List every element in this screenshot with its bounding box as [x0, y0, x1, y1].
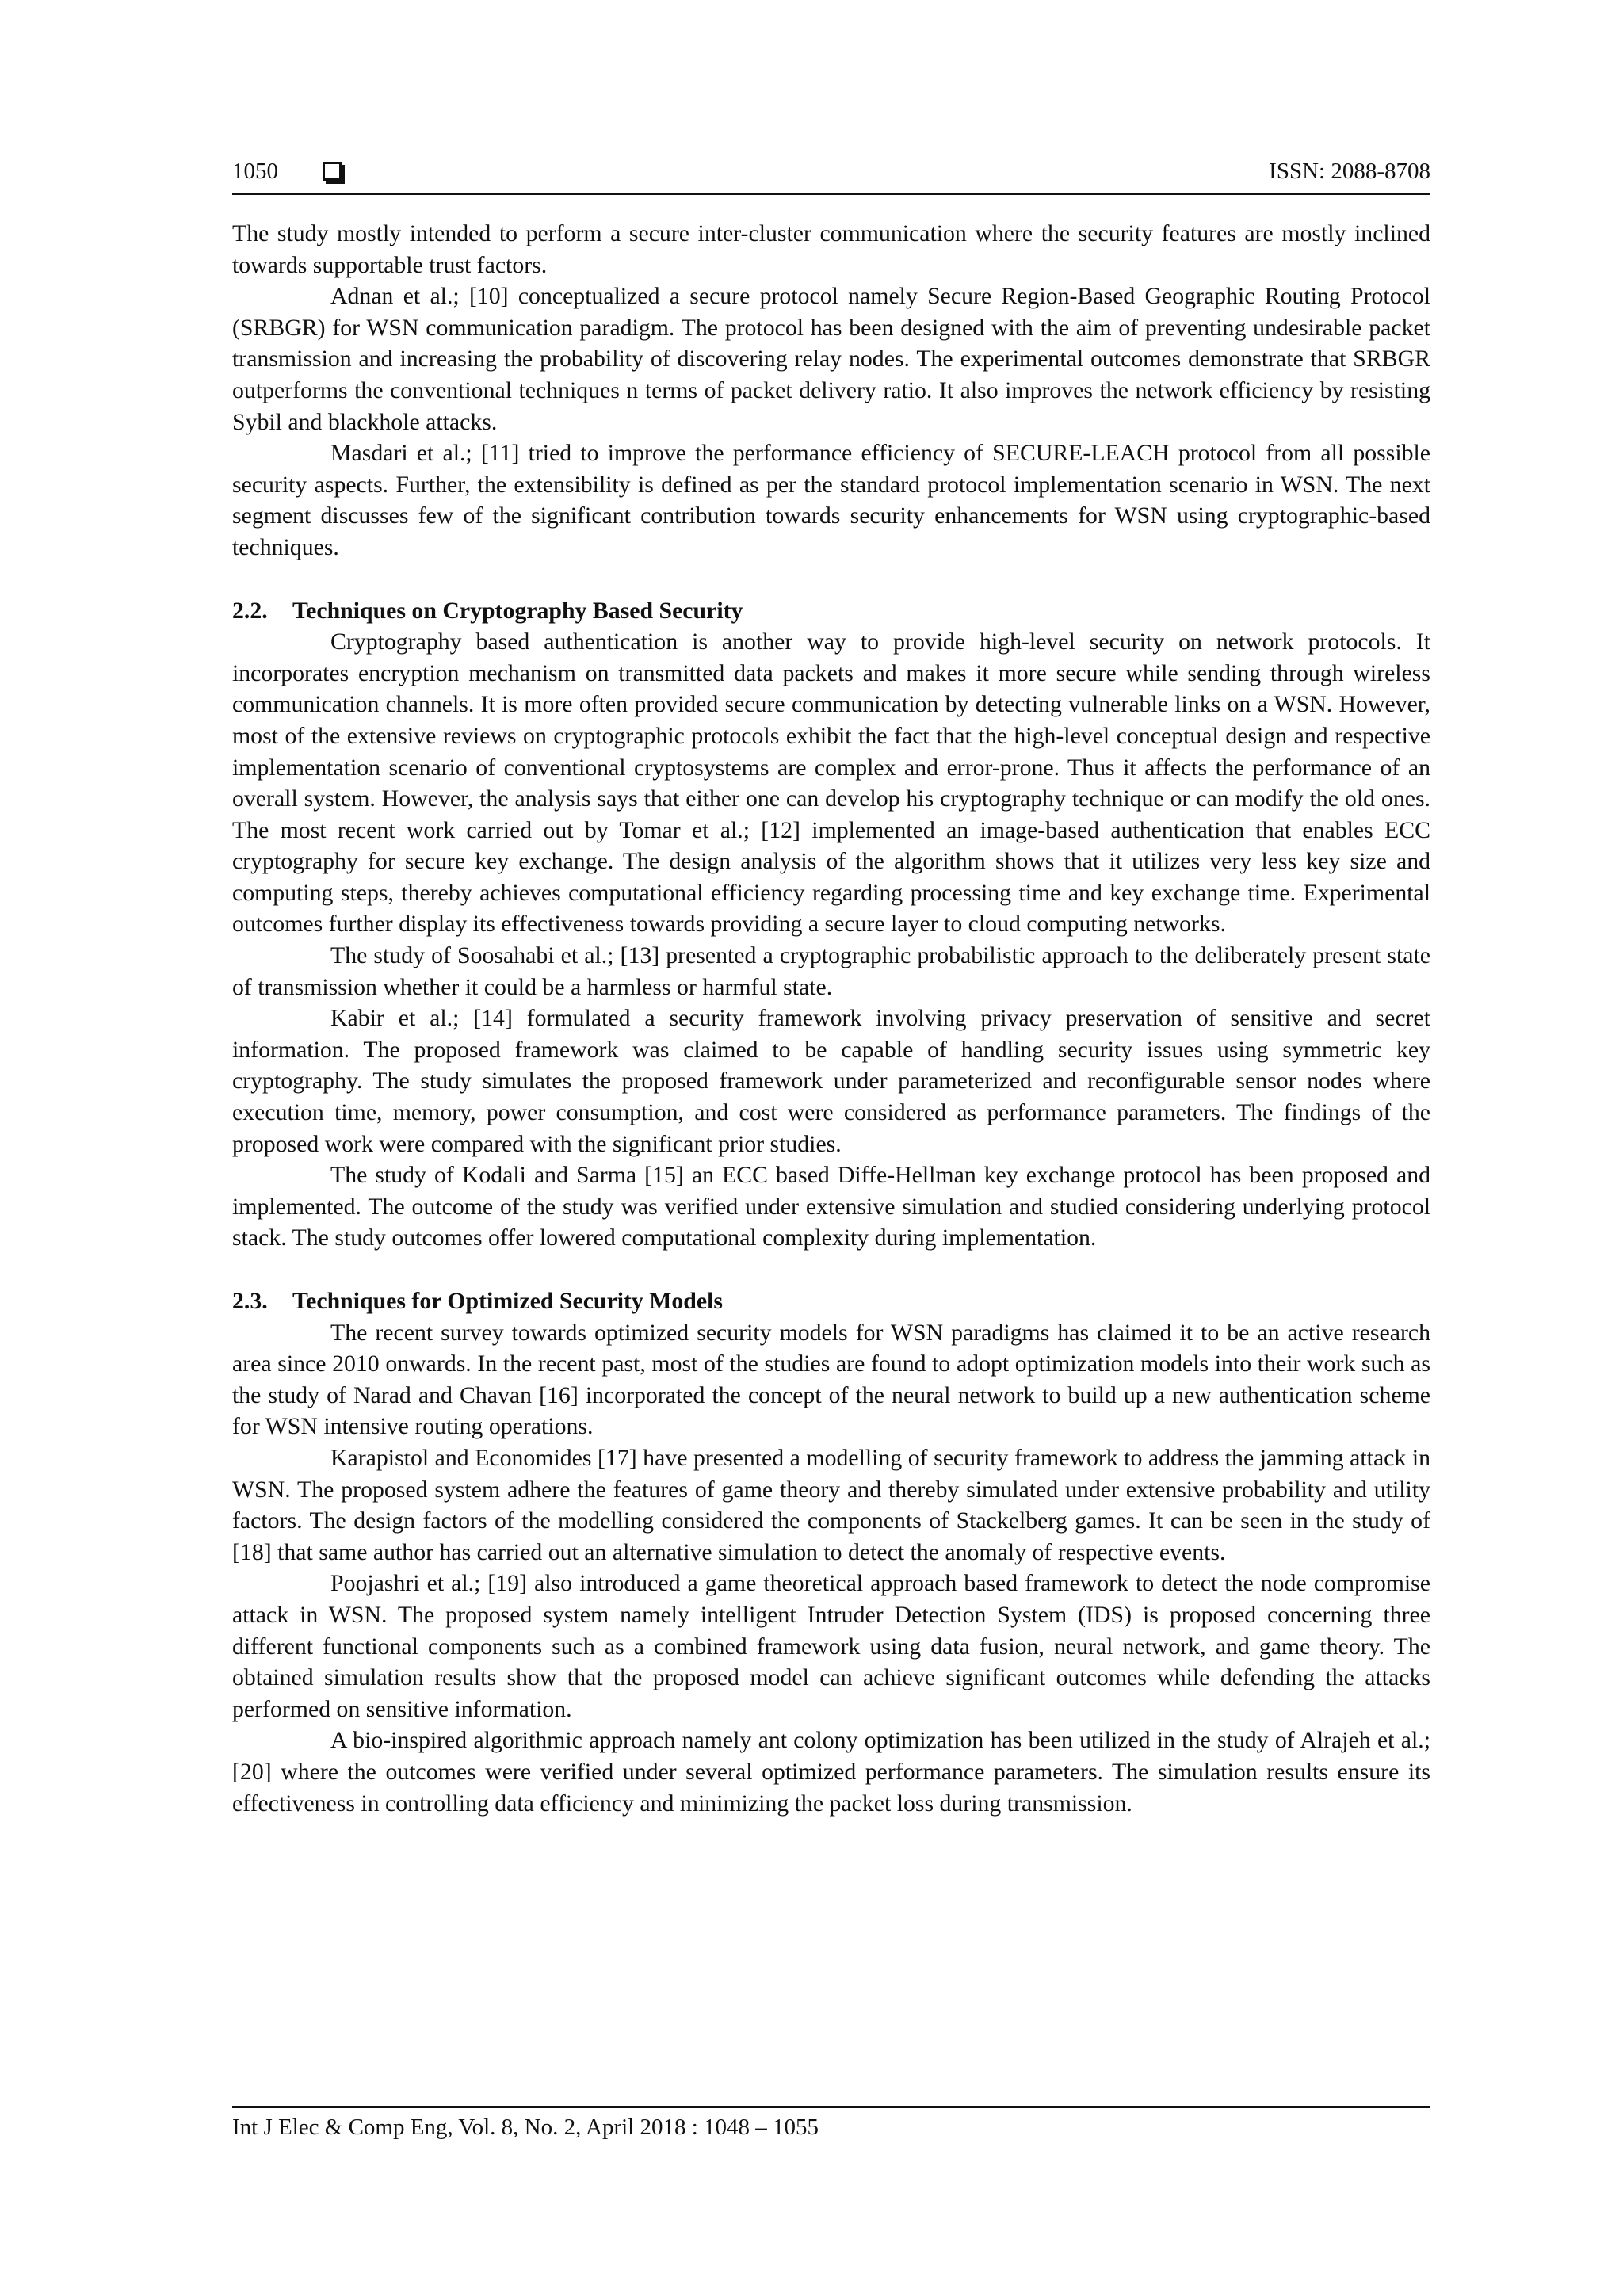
paragraph: Cryptography based authentication is another way to provide high-level security on network protocols. It incorporates encryption mechanism on transmitted data packets and makes it more secure while sending through wireless communication channels. It is more often provided secure communication by detecting vulnerable links on a WSN. However, most of the extensive reviews on cryptographic protocols exhibit the fact that the high-level conceptual design and respective implementation scenario of conventional cryptosystems are complex and error-prone. Thus it affects the performance of an overall system. However, the analysis says that either one can develop his cryptography technique or can modify the old ones. The most recent work carried out by Tomar et al.; [12] implemented an image-based authentication that enables ECC cryptography for secure key exchange. The design analysis of the algorithm shows that it utilizes very less key size and computing steps, thereby achieves computational efficiency regarding processing time and key exchange time. Experimental outcomes further display its effectiveness towards providing a secure layer to cloud computing networks. [232, 628, 1430, 938]
section-heading [232, 595, 1430, 627]
paragraph: Kabir et al.; [14] formulated a security framework involving privacy preservation of sensitive and secret information. The proposed framework was claimed to be capable of handling security issues using symmetric key cryptography. The study simulates the proposed framework under parameterized and reconfigurable sensor nodes where execution time, memory, power consumption, and cost were considered as performance parameters. The findings of the proposed work were compared with the significant prior studies. [232, 1005, 1430, 1157]
paragraph: The study of Kodali and Sarma [15] an ECC based Diffe-Hellman key exchange protocol has been proposed and implemented. The outcome of the study was verified under extensive simulation and studied considering underlying protocol stack. The study outcomes offer lowered computational complexity during implementation. [232, 1162, 1430, 1251]
section-number: 2.3. [232, 1288, 268, 1314]
paragraph: The study of Soosahabi et al.; [13] presented a cryptographic probabilistic approach to the deliberately present state of transmission whether it could be a harmless or harmful state. [232, 942, 1430, 1000]
paragraph: Poojashri et al.; [19] also introduced a game theoretical approach based framework to detect the node compromise attack in WSN. The proposed system namely intelligent Intruder Detection System (IDS) is proposed concerning three different functional components such as a combined framework using data fusion, neural network, and game theory. The obtained simulation results show that the proposed model can achieve significant outcomes while defending the attacks performed on sensitive information. [232, 1570, 1430, 1722]
paragraph: Karapistol and Economides [17] have presented a modelling of security framework to address the jamming attack in WSN. The proposed system adhere the features of game theory and thereby simulated under extensive probability and utility factors. The design factors of the modelling considered the components of Stackelberg games. It can be seen in the study of [18] that same author has carried out an alternative simulation to detect the anomaly of respective events. [232, 1444, 1430, 1565]
square-bullet-icon [323, 162, 342, 181]
paragraph: Masdari et al.; [11] tried to improve the performance efficiency of SECURE-LEACH protocol from all possible security aspects. Further, the extensibility is defined as per the standard protocol implementation scenario in WSN. The next segment discusses few of the significant contribution towards security enhancements for WSN using cryptographic-based techniques. [232, 440, 1430, 560]
section-heading [232, 1286, 1430, 1317]
issn: ISSN: 2088-8708 [1269, 159, 1430, 184]
section-title: Techniques on Cryptography Based Security [292, 597, 743, 624]
page-header [232, 155, 1430, 190]
page-number: 1050 [232, 159, 278, 184]
paragraph: A bio-inspired algorithmic approach namely ant colony optimization has been utilized in the study of Alrajeh et al.; [20] where the outcomes were verified under several optimized performance parameters. The simulation results ensure its effectiveness in controlling data efficiency and minimizing the packet loss during transmission. [232, 1727, 1430, 1817]
paragraph: The study mostly intended to perform a secure inter-cluster communication where the security features are mostly inclined towards supportable trust factors. [232, 220, 1430, 278]
article-body [232, 218, 1430, 1819]
paragraph: The recent survey towards optimized security models for WSN paradigms has claimed it to be an active research area since 2010 onwards. In the recent past, most of the studies are found to adopt optimization models into their work such as the study of Narad and Chavan [16] incorporated the concept of the neural network to build up a new authentication scheme for WSN intensive routing operations. [232, 1319, 1430, 1440]
page-footer: Int J Elec & Comp Eng, Vol. 8, No. 2, April 2018 : 1048 – 1055 [232, 2115, 819, 2140]
section-number: 2.2. [232, 597, 268, 624]
footer-divider [232, 2106, 1430, 2108]
paragraph: Adnan et al.; [10] conceptualized a secure protocol namely Secure Region-Based Geographic Routing Protocol (SRBGR) for WSN communication paradigm. The protocol has been designed with the aim of preventing undesirable packet transmission and increasing the probability of discovering relay nodes. The experimental outcomes demonstrate that SRBGR outperforms the conventional techniques n terms of packet delivery ratio. It also improves the network efficiency by resisting Sybil and blackhole attacks. [232, 283, 1430, 435]
section-title: Techniques for Optimized Security Models [292, 1288, 723, 1314]
header-divider [232, 193, 1430, 195]
